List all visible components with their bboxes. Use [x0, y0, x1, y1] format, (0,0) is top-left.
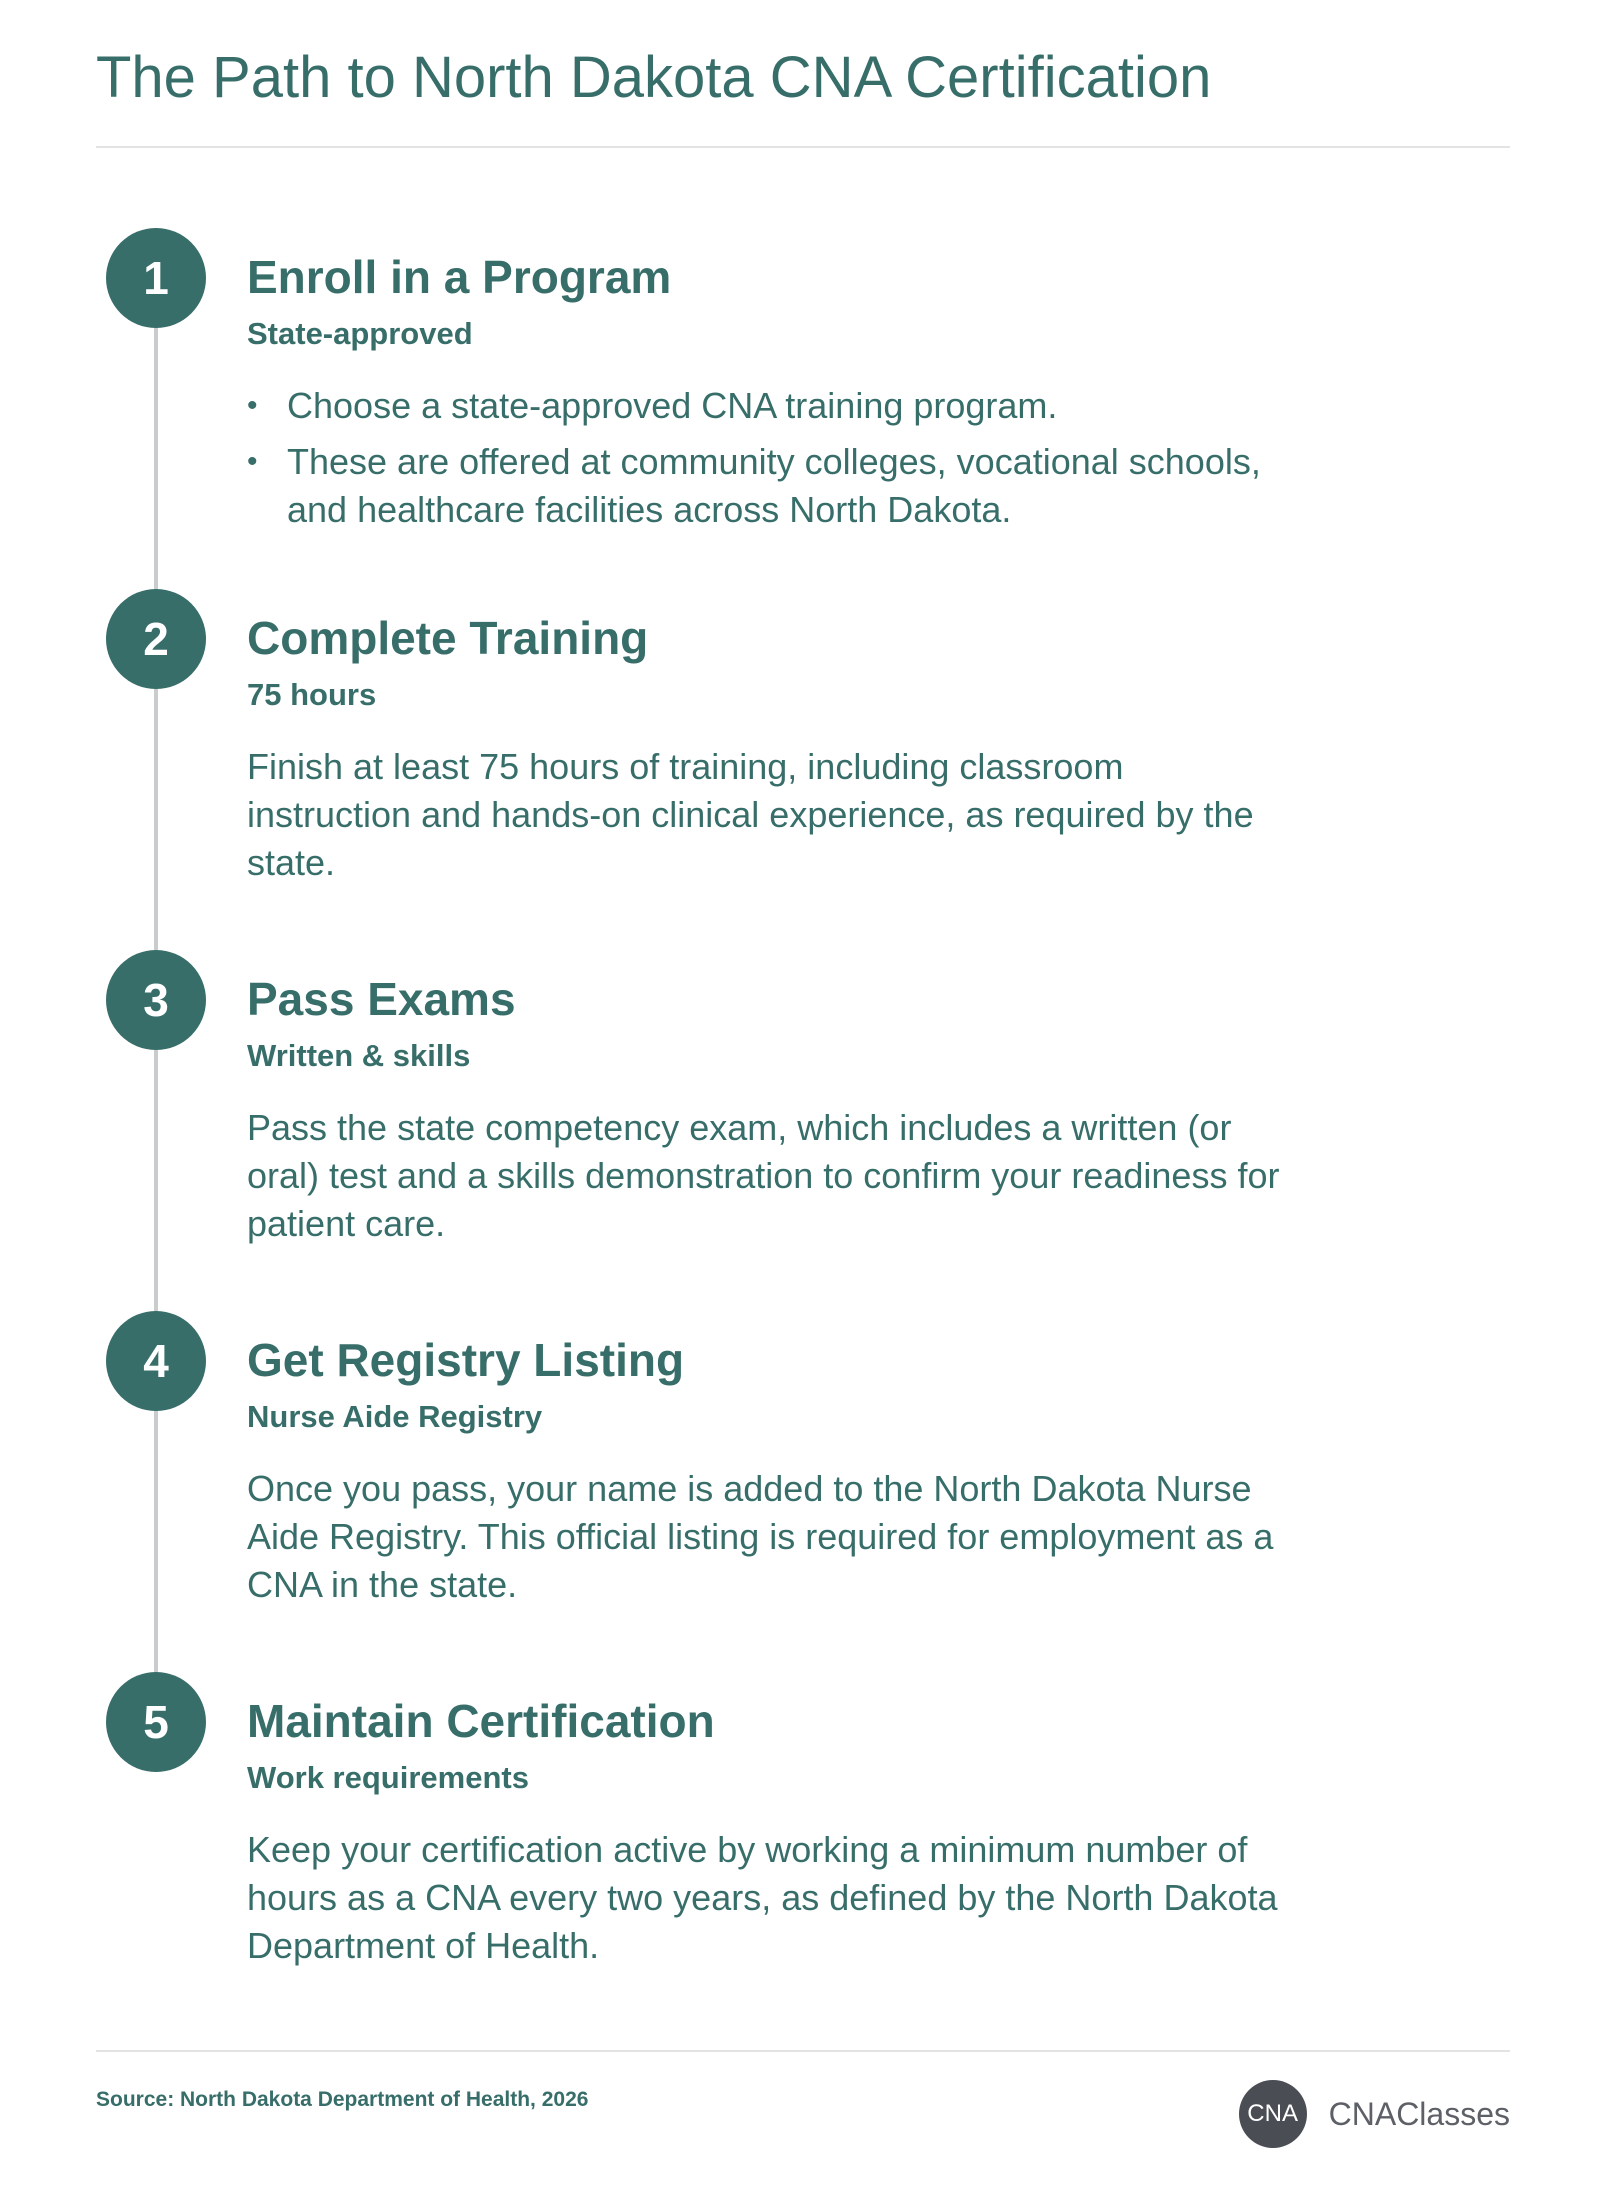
brand-logo-lockup	[1239, 2080, 1510, 2148]
step-4-description: Once you pass, your name is added to the North Dakota Nurse Aide Registry. This official listing is required for employment as a CNA in the state.	[247, 1468, 1274, 1605]
step-1-subtitle: State-approved	[247, 316, 473, 351]
step-5-description: Keep your certification active by working a minimum number of hours as a CNA every two years, as defined by the North Dakota Department of Health.	[247, 1829, 1278, 1966]
step-3-subtitle: Written & skills	[247, 1038, 471, 1073]
step-5-title: Maintain Certification	[247, 1695, 715, 1747]
step-2-subtitle: 75 hours	[247, 677, 377, 712]
step-1-bullet: • These are offered at community colleges, vocational schools, and healthcare facilities across North Dakota.	[247, 438, 1287, 534]
step-2-title: Complete Training	[247, 612, 649, 664]
step-1-title: Enroll in a Program	[247, 251, 672, 303]
brand-name: CNAClasses	[1328, 2095, 1510, 2132]
cna-logo-icon: CNA	[1239, 2080, 1307, 2148]
step-1-bullet-list	[247, 382, 1287, 542]
step-4-title: Get Registry Listing	[247, 1334, 685, 1386]
step-4-subtitle: Nurse Aide Registry	[247, 1399, 543, 1434]
step-5-subtitle: Work requirements	[247, 1760, 529, 1795]
step-1-bullet: • Choose a state-approved CNA training program.	[247, 382, 1287, 430]
page-title: The Path to North Dakota CNA Certification	[96, 45, 1212, 110]
footer-divider	[96, 2050, 1510, 2052]
step-3-description: Pass the state competency exam, which includes a written (or oral) test and a skills demonstration to confirm your readiness for patient care.	[247, 1107, 1280, 1244]
title-divider	[96, 146, 1510, 148]
step-2-description: Finish at least 75 hours of training, including classroom instruction and hands-on clinical experience, as required by the state.	[247, 746, 1254, 883]
step-5-number-badge: 5	[106, 1672, 206, 1772]
step-2-number-badge: 2	[106, 589, 206, 689]
source-citation: Source: North Dakota Department of Health, 2026	[96, 2088, 589, 2111]
step-3-number-badge: 3	[106, 950, 206, 1050]
step-3-title: Pass Exams	[247, 973, 516, 1025]
step-1-number-badge: 1	[106, 228, 206, 328]
step-4-number-badge: 4	[106, 1311, 206, 1411]
